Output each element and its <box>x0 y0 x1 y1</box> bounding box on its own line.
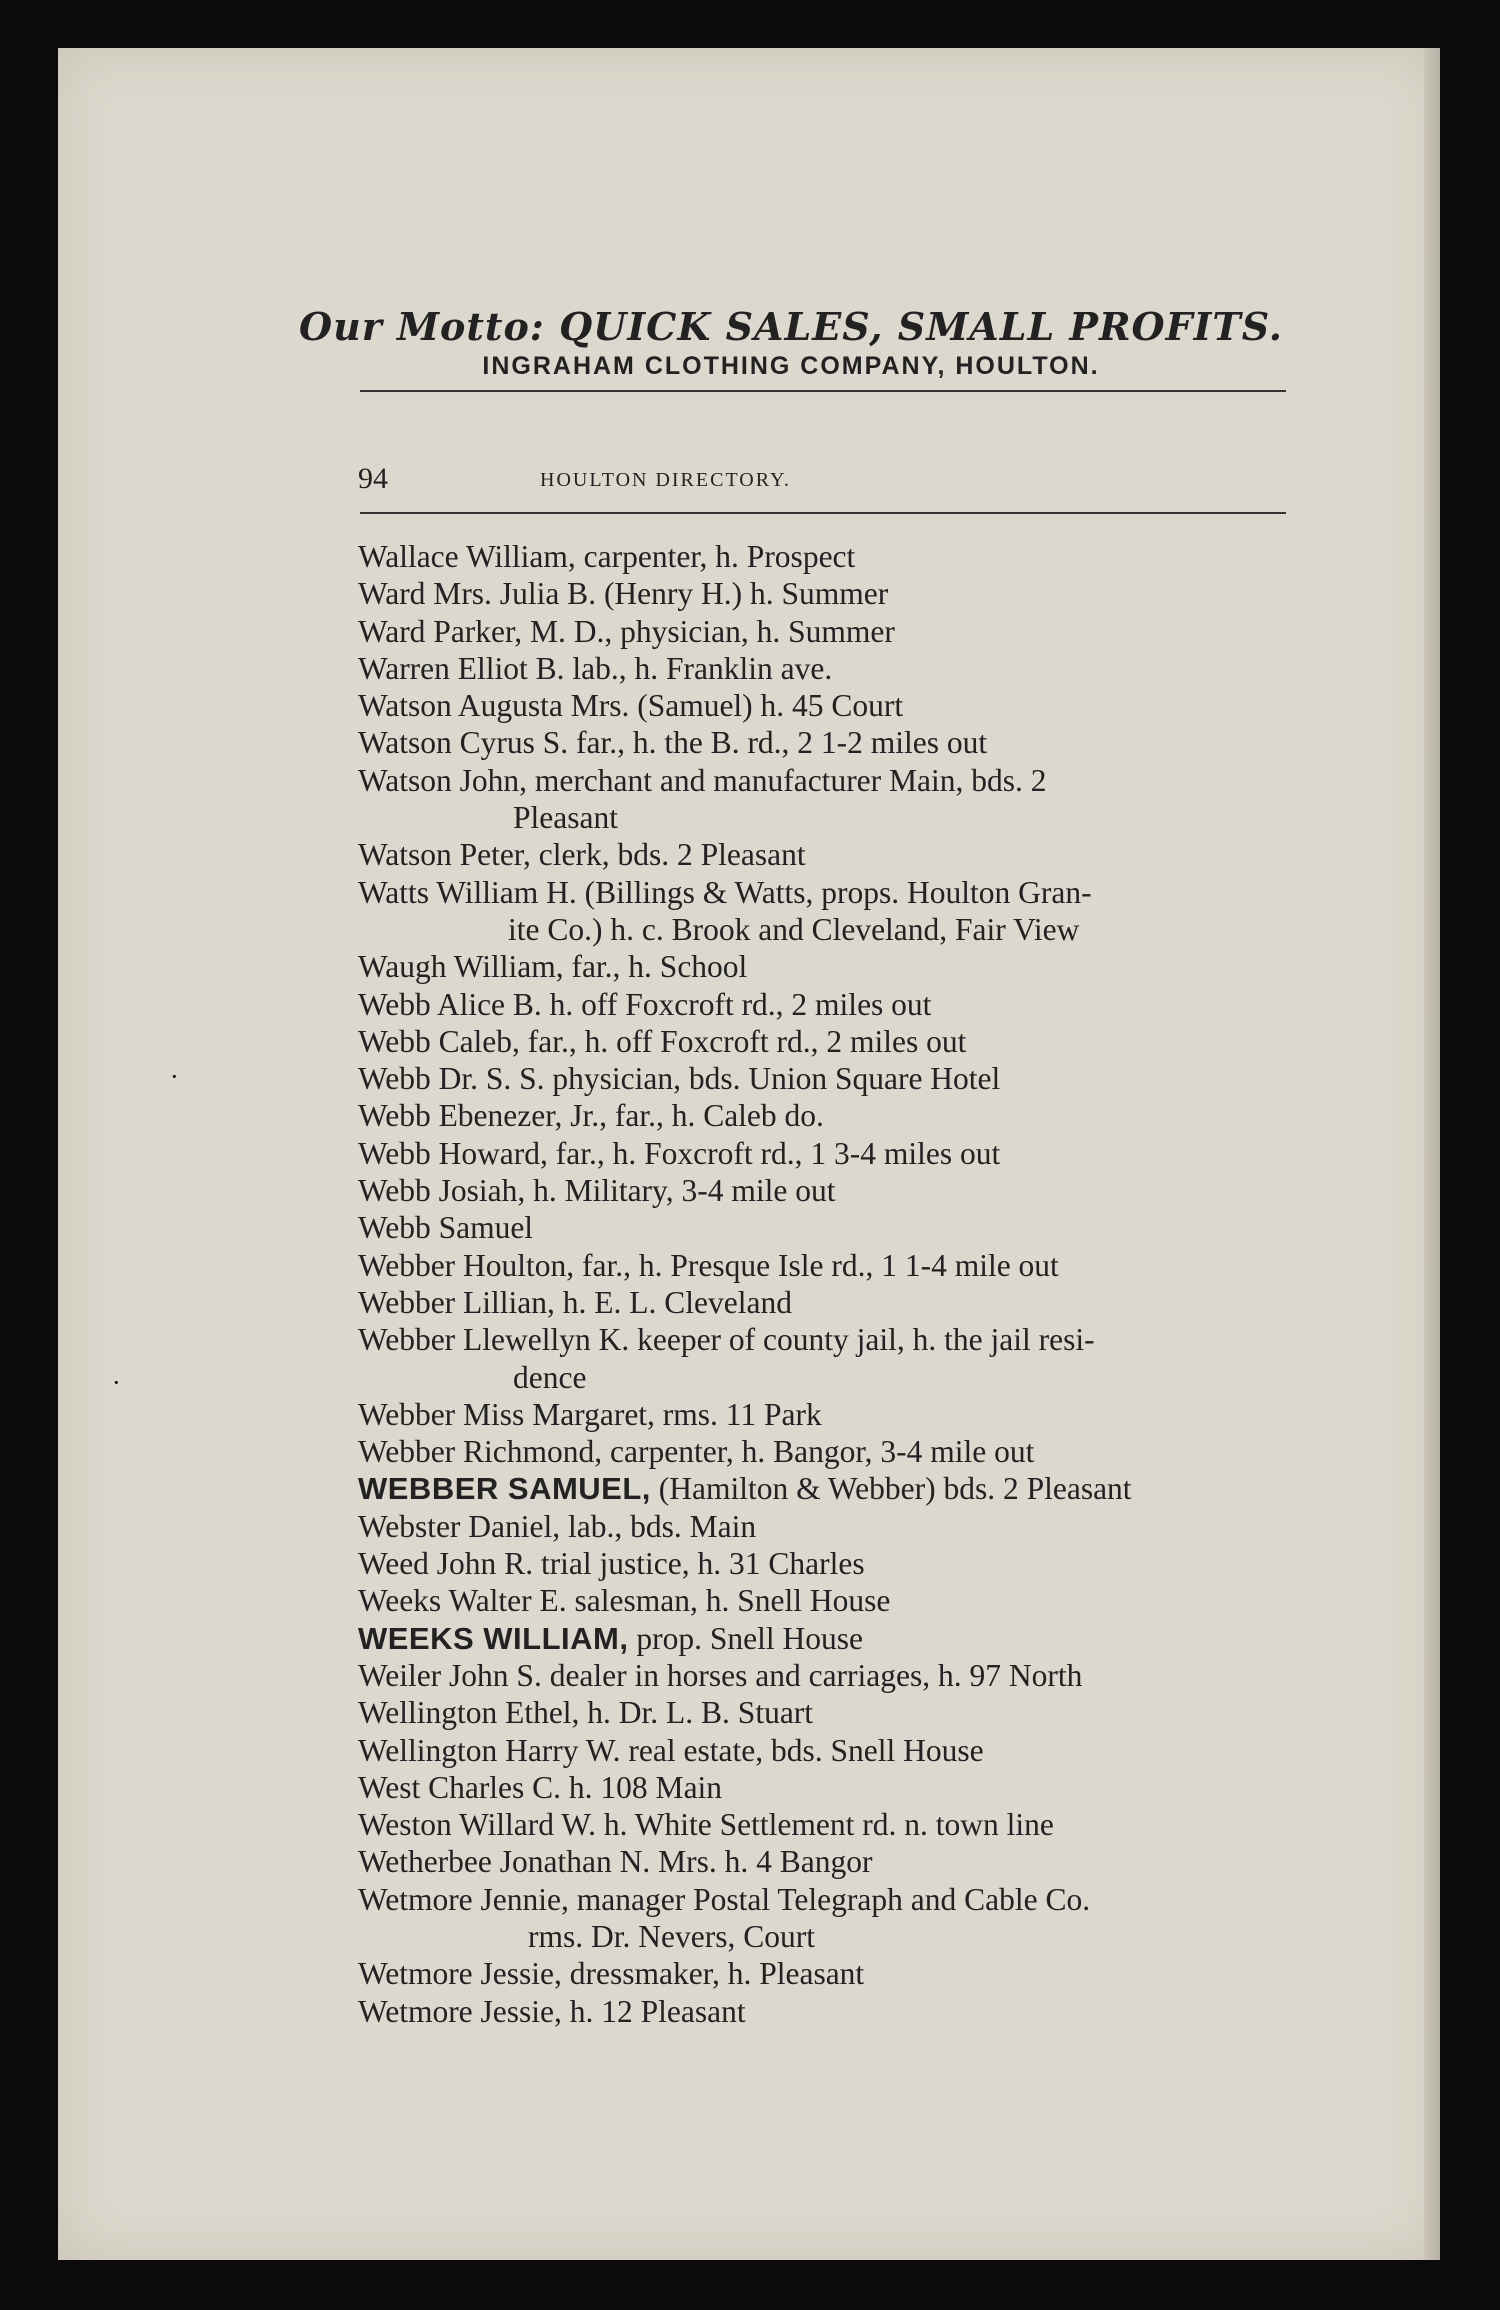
company-banner: INGRAHAM CLOTHING COMPANY, HOULTON. <box>482 352 1100 380</box>
directory-entry: Warren Elliot B. lab., h. Franklin ave. <box>358 650 833 686</box>
directory-entry: Wetherbee Jonathan N. Mrs. h. 4 Bangor <box>358 1844 873 1880</box>
directory-entry: Watson Augusta Mrs. (Samuel) h. 45 Court <box>358 688 904 724</box>
page-edge <box>1424 48 1440 2260</box>
directory-entry-bold <box>358 1620 1298 1657</box>
directory-entry: Webber Lillian, h. E. L. Cleveland <box>358 1284 792 1320</box>
directory-entry: Wellington Harry W. real estate, bds. Snell House <box>358 1732 984 1768</box>
directory-entry: West Charles C. h. 108 Main <box>358 1769 723 1805</box>
directory-entry: Weed John R. trial justice, h. 31 Charles <box>358 1546 865 1582</box>
directory-entry: Webb Josiah, h. Military, 3-4 mile out <box>358 1173 836 1209</box>
directory-entry: Webster Daniel, lab., bds. Main <box>358 1508 757 1544</box>
page-number: 94 <box>358 462 388 495</box>
directory-entry: Webber Miss Margaret, rms. 11 Park <box>358 1396 822 1432</box>
directory-entry-continuation: ite Co.) h. c. Brook and Cleveland, Fair View <box>508 911 1080 947</box>
directory-entry: Webber Llewellyn K. keeper of county jail, h. the jail resi- <box>358 1322 1095 1358</box>
directory-entry: Webber Houlton, far., h. Presque Isle rd., 1 1-4 mile out <box>358 1247 1059 1283</box>
directory-entry: Wallace William, carpenter, h. Prospect <box>358 539 856 574</box>
directory-entry-continuation: dence <box>513 1359 587 1395</box>
directory-entry: Webb Samuel <box>358 1210 534 1246</box>
directory-entry: Wellington Ethel, h. Dr. L. B. Stuart <box>358 1695 814 1731</box>
stray-mark: · <box>112 1368 121 1397</box>
directory-entry: Wetmore Jessie, dressmaker, h. Pleasant <box>358 1956 865 1992</box>
directory-entry: Weeks Walter E. salesman, h. Snell House <box>358 1583 891 1619</box>
directory-entry-continuation: rms. Dr. Nevers, Court <box>528 1918 815 1954</box>
header-rule <box>360 390 1286 392</box>
directory-entry: Webb Howard, far., h. Foxcroft rd., 1 3-4 miles out <box>358 1135 1001 1171</box>
directory-entry: Watson Cyrus S. far., h. the B. rd., 2 1-2 miles out <box>358 725 988 761</box>
directory-entry: Ward Mrs. Julia B. (Henry H.) h. Summer <box>358 576 889 612</box>
entry-detail: (Hamilton & Webber) bds. 2 Pleasant <box>658 1471 1132 1507</box>
directory-entry: Wetmore Jennie, manager Postal Telegraph and Cable Co. <box>358 1881 1091 1917</box>
directory-entry: Webb Alice B. h. off Foxcroft rd., 2 miles out <box>358 986 932 1022</box>
running-head: HOULTON DIRECTORY. <box>540 469 791 491</box>
directory-entries <box>358 538 1298 2030</box>
directory-entry-bold <box>358 1470 1298 1507</box>
directory-entry: Webb Ebenezer, Jr., far., h. Caleb do. <box>358 1098 824 1134</box>
entry-detail: prop. Snell House <box>636 1620 863 1656</box>
directory-entry: Webb Caleb, far., h. off Foxcroft rd., 2 miles out <box>358 1023 967 1059</box>
running-head-rule <box>360 512 1286 514</box>
entry-name-caps: WEBBER SAMUEL, <box>358 1471 651 1507</box>
motto-label: Our Motto: <box>298 304 545 349</box>
directory-entry-continuation: Pleasant <box>513 800 618 836</box>
directory-entry: Weiler John S. dealer in horses and carriages, h. 97 North <box>358 1657 1083 1693</box>
directory-entry: Waugh William, far., h. School <box>358 949 748 985</box>
directory-entry: Weston Willard W. h. White Settlement rd. n. town line <box>358 1807 1054 1843</box>
motto-text: QUICK SALES, SMALL PROFITS. <box>559 304 1284 349</box>
directory-entry: Wetmore Jessie, h. 12 Pleasant <box>358 1993 746 2029</box>
advertising-motto <box>296 304 1286 349</box>
directory-entry: Webber Richmond, carpenter, h. Bangor, 3-4 mile out <box>358 1434 1035 1470</box>
entry-name-caps: WEEKS WILLIAM, <box>358 1620 629 1656</box>
directory-entry: Watson Peter, clerk, bds. 2 Pleasant <box>358 837 806 873</box>
directory-entry: Watts William H. (Billings & Watts, props. Houlton Gran- <box>358 874 1092 910</box>
stray-mark: · <box>170 1062 179 1091</box>
directory-entry: Watson John, merchant and manufacturer Main, bds. 2 <box>358 762 1047 798</box>
directory-entry: Ward Parker, M. D., physician, h. Summer <box>358 613 895 649</box>
directory-entry: Webb Dr. S. S. physician, bds. Union Square Hotel <box>358 1061 1001 1097</box>
directory-page <box>58 48 1440 2260</box>
